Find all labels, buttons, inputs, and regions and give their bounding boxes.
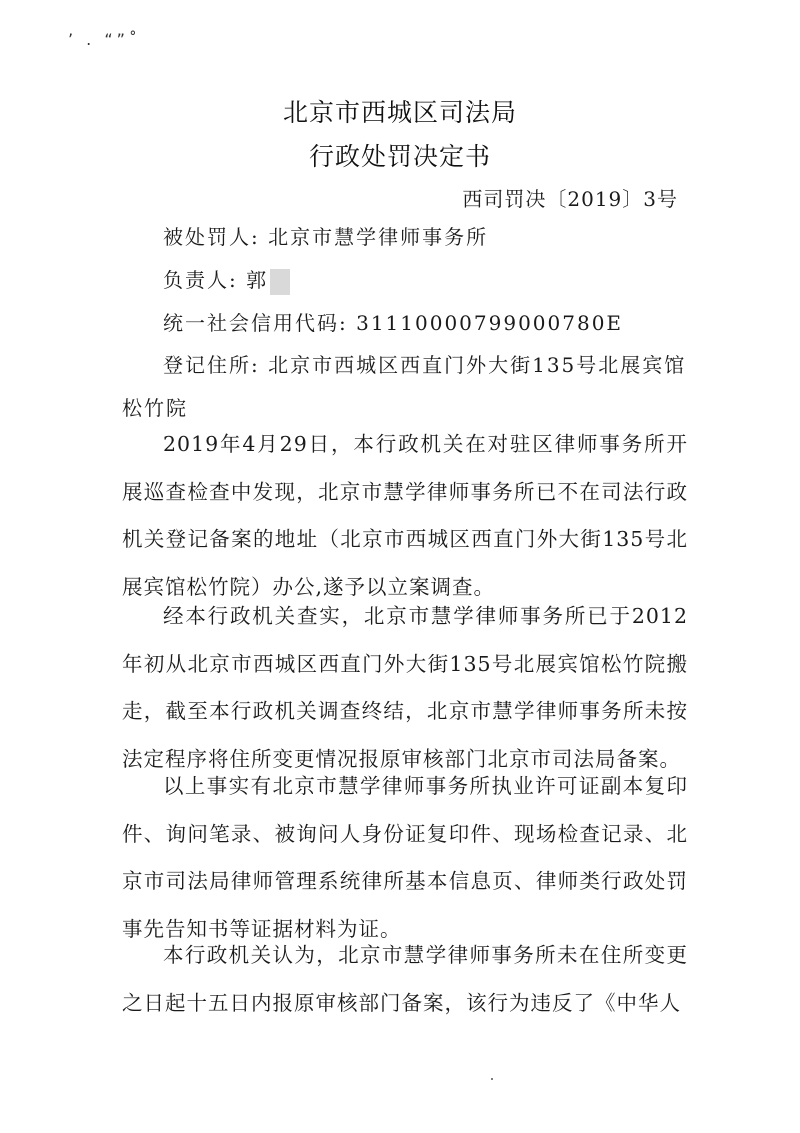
penalized-party-label: 被处罚人: [163, 225, 260, 249]
credit-code-line [163, 307, 623, 336]
document-type-title: 行政处罚决定书 [308, 142, 491, 171]
issuer-title: 北京市西城区司法局 [282, 98, 517, 127]
paragraph-evidence: 以上事实有北京市慧学律师事务所执业许可证副本复印件、询问笔录、被询问人身份证复印件、现场检查记录、北京市司法局律师管理系统律所基本信息页、律师类行政处罚事先告知书等证据材料为证。 [122, 774, 688, 941]
paragraph-determination: 本行政机关认为，北京市慧学律师事务所未在住所变更之日起十五日内报原审核部门备案，该行为违反了《中华人 [122, 943, 688, 1015]
registered-address-label: 登记住所: [163, 353, 260, 377]
paragraph-investigation: 2019年4月29日，本行政机关在对驻区律师事务所开展巡查检查中发现，北京市慧学律师事务所已不在司法行政机关登记备案的地址（北京市西城区西直门外大街135号北展宾馆松竹院）办公,遂予以立案调查。 [122, 432, 688, 599]
credit-code-label: 统一社会信用代码: [163, 311, 348, 335]
registered-address-line [163, 349, 686, 378]
document-number: 西司罚决〔2019〕3号 [462, 187, 678, 211]
scan-artifact-mark: ’ . “”˚ [68, 30, 141, 49]
penalized-party-value: 北京市慧学律师事务所 [268, 225, 489, 249]
responsible-person-line [163, 264, 290, 295]
responsible-person-label: 负责人: [163, 268, 238, 292]
penalized-party-line [163, 221, 488, 250]
credit-code-value: 31110000799000780E [356, 311, 624, 335]
registered-address-value: 北京市西城区西直门外大街135号北展宾馆 [268, 353, 687, 377]
paragraph-findings: 经本行政机关查实，北京市慧学律师事务所已于2012年初从北京市西城区西直门外大街135号北展宾馆松竹院搬走，截至本行政机关调查终结，北京市慧学律师事务所未按法定程序将住所变更情况报原审核部门北京市司法局备案。 [122, 604, 688, 771]
registered-address-continuation: 松竹院 [122, 396, 188, 420]
scan-speck [491, 1078, 493, 1080]
responsible-person-value: 郭 [246, 268, 269, 292]
redaction-box [270, 269, 290, 295]
